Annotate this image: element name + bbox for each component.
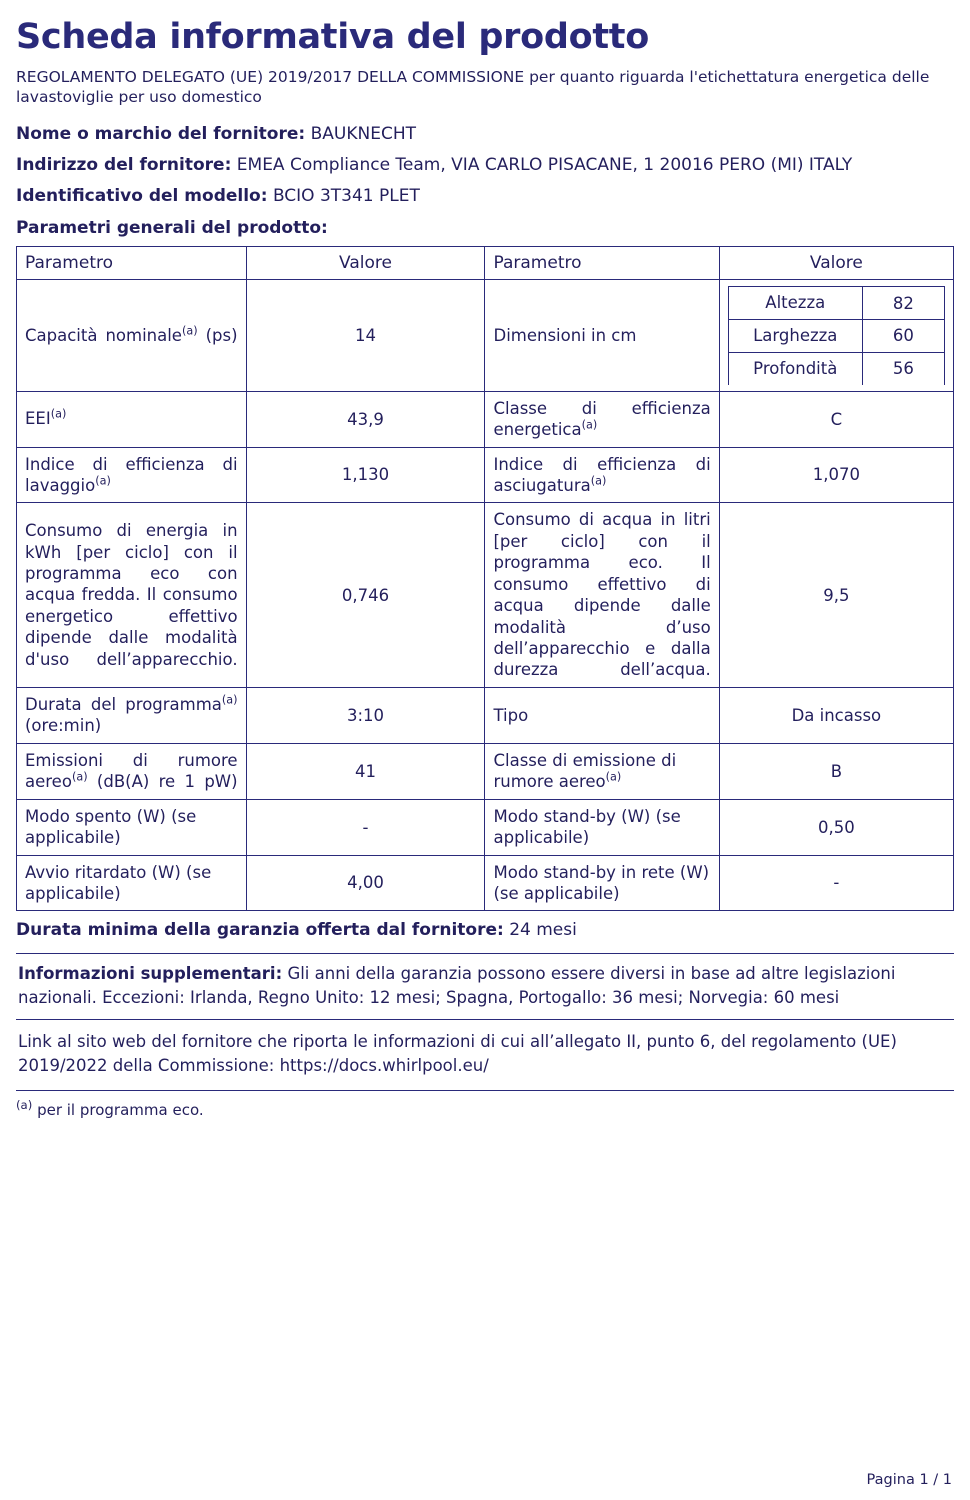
param-label-capacita-unit: (ps) bbox=[205, 325, 238, 345]
param-label-classe-rumore-text: Classe di emissione di rumore aereo bbox=[493, 750, 677, 792]
param-label-consumo-energia: Consumo di energia in kWh [per ciclo] con il programma eco con acqua fredda. Il consumo energetico effettivo dipende dalle modalità d'uso dell’apparecchio. bbox=[17, 503, 247, 688]
footnote-text: per il programma eco. bbox=[37, 1100, 204, 1119]
dimension-row-altezza bbox=[728, 287, 944, 320]
param-label-durata-programma bbox=[17, 687, 247, 743]
param-label-emissioni-rumore bbox=[17, 743, 247, 799]
footnote-marker: (a) bbox=[221, 693, 238, 707]
model-label: Identificativo del modello: bbox=[16, 185, 268, 206]
param-label-efficienza-asciugatura-text: Indice di efficienza di asciugatura bbox=[493, 454, 711, 495]
column-header-valore-2: Valore bbox=[719, 247, 953, 280]
supplier-address-row bbox=[16, 153, 954, 178]
param-value-classe-energetica: C bbox=[719, 391, 953, 447]
dimension-row-profondita bbox=[728, 352, 944, 384]
param-value-emissioni-rumore: 41 bbox=[246, 743, 485, 799]
column-header-parametro-2: Parametro bbox=[485, 247, 719, 280]
supplier-name-row bbox=[16, 122, 954, 147]
warranty-row bbox=[16, 919, 954, 943]
param-value-consumo-energia: 0,746 bbox=[246, 503, 485, 688]
param-value-avvio-ritardato: 4,00 bbox=[246, 855, 485, 911]
column-header-valore-1: Valore bbox=[246, 247, 485, 280]
product-parameters-table bbox=[16, 246, 954, 911]
param-label-dimensioni: Dimensioni in cm bbox=[485, 280, 719, 391]
dimensions-subtable bbox=[728, 286, 945, 384]
additional-information-text: Gli anni della garanzia possono essere diversi in base ad altre legislazioni nazionali. Eccezioni: Irlanda, Regno Unito: 12 mesi; Spagna, Portogallo: 36 mesi; Norvegia: 60 mesi bbox=[18, 964, 896, 1007]
supplier-website-url[interactable]: https://docs.whirlpool.eu/ bbox=[279, 1055, 489, 1075]
model-value: BCIO 3T341 PLET bbox=[272, 185, 420, 206]
footnote-marker: (a) bbox=[50, 407, 67, 421]
additional-information-label: Informazioni supplementari: bbox=[18, 964, 283, 984]
param-label-modo-standby: Modo stand-by (W) (se applicabile) bbox=[485, 799, 719, 855]
param-value-durata-programma: 3:10 bbox=[246, 687, 485, 743]
footnote-marker: (a) bbox=[95, 474, 111, 488]
dimension-label-profondita: Profondità bbox=[728, 352, 862, 384]
table-row bbox=[17, 447, 954, 503]
param-label-classe-energetica bbox=[485, 391, 719, 447]
dimension-value-profondita: 56 bbox=[862, 352, 944, 384]
param-label-classe-rumore bbox=[485, 743, 719, 799]
param-value-efficienza-lavaggio: 1,130 bbox=[246, 447, 485, 503]
footnote-line bbox=[16, 1097, 954, 1121]
supplier-website-box bbox=[16, 1020, 954, 1091]
table-header-row bbox=[17, 247, 954, 280]
param-value-modo-standby: 0,50 bbox=[719, 799, 953, 855]
param-value-standby-rete: - bbox=[719, 855, 953, 911]
footnote-marker: (a) bbox=[16, 1097, 33, 1112]
table-row bbox=[17, 799, 954, 855]
dimension-label-altezza: Altezza bbox=[728, 287, 862, 320]
param-value-dimensioni bbox=[719, 280, 953, 391]
supplier-address-label: Indirizzo del fornitore: bbox=[16, 154, 232, 175]
param-label-durata-programma-unit: (ore:min) bbox=[25, 716, 102, 736]
general-parameters-title: Parametri generali del prodotto: bbox=[16, 218, 328, 239]
table-row bbox=[17, 503, 954, 688]
footnote-marker: (a) bbox=[581, 418, 598, 432]
param-label-modo-spento: Modo spento (W) (se applicabile) bbox=[17, 799, 247, 855]
param-value-consumo-acqua: 9,5 bbox=[719, 503, 953, 688]
param-label-classe-energetica-text: Classe di efficienza energetica bbox=[493, 398, 711, 440]
param-label-efficienza-lavaggio-text: Indice di efficienza di lavaggio bbox=[25, 454, 238, 495]
param-label-capacita-text: Capacità nominale bbox=[25, 325, 182, 345]
table-row bbox=[17, 280, 954, 391]
column-header-parametro-1: Parametro bbox=[17, 247, 247, 280]
param-value-modo-spento: - bbox=[246, 799, 485, 855]
table-row bbox=[17, 391, 954, 447]
regulation-reference: REGOLAMENTO DELEGATO (UE) 2019/2017 DELLA COMMISSIONE per quanto riguarda l'etichettatura energetica delle lavastoviglie per uso domestico bbox=[16, 67, 930, 107]
param-label-efficienza-asciugatura bbox=[485, 447, 719, 503]
param-value-capacita: 14 bbox=[246, 280, 485, 391]
footnote-marker: (a) bbox=[181, 324, 198, 338]
table-row bbox=[17, 687, 954, 743]
dimension-value-larghezza: 60 bbox=[862, 320, 944, 353]
supplier-website-text: Link al sito web del fornitore che riporta le informazioni di cui all’allegato II, punto 6, del regolamento (UE) 2019/2022 della Commissione: bbox=[18, 1032, 897, 1075]
warranty-value: 24 mesi bbox=[509, 920, 577, 941]
param-label-eei bbox=[17, 391, 247, 447]
additional-information-box bbox=[16, 953, 954, 1020]
supplier-address-value: EMEA Compliance Team, VIA CARLO PISACANE, 1 20016 PERO (MI) ITALY bbox=[236, 154, 853, 175]
supplier-name-label: Nome o marchio del fornitore: bbox=[16, 124, 306, 145]
page-title: Scheda informativa del prodotto bbox=[16, 17, 649, 57]
footnote-marker: (a) bbox=[71, 770, 88, 784]
param-label-capacita bbox=[17, 280, 247, 391]
warranty-label: Durata minima della garanzia offerta dal fornitore: bbox=[16, 920, 504, 941]
param-label-durata-programma-text: Durata del programma bbox=[25, 694, 222, 714]
param-label-eei-text: EEI bbox=[25, 409, 51, 429]
param-value-tipo: Da incasso bbox=[719, 687, 953, 743]
page-number: Pagina 1 / 1 bbox=[866, 1472, 952, 1488]
param-value-efficienza-asciugatura: 1,070 bbox=[719, 447, 953, 503]
param-label-avvio-ritardato: Avvio ritardato (W) (se applicabile) bbox=[17, 855, 247, 911]
footnote-marker: (a) bbox=[605, 770, 622, 784]
supplier-name-value: BAUKNECHT bbox=[310, 124, 416, 145]
dimension-value-altezza: 82 bbox=[862, 287, 944, 320]
footnote-marker: (a) bbox=[590, 474, 607, 488]
param-label-tipo: Tipo bbox=[485, 687, 719, 743]
model-row bbox=[16, 184, 954, 209]
param-value-eei: 43,9 bbox=[246, 391, 485, 447]
param-label-standby-rete: Modo stand-by in rete (W) (se applicabile) bbox=[485, 855, 719, 911]
param-label-emissioni-rumore-unit: (dB(A) re 1 pW) bbox=[96, 772, 238, 792]
param-label-emissioni-rumore-text: Emissioni di rumore aereo bbox=[25, 750, 238, 792]
param-label-efficienza-lavaggio bbox=[17, 447, 247, 503]
param-label-consumo-acqua: Consumo di acqua in litri [per ciclo] con il programma eco. Il consumo effettivo di acqua dipende dalle modalità d’uso dell’apparecchio e dalla durezza dell’acqua. bbox=[485, 503, 719, 688]
table-row bbox=[17, 743, 954, 799]
dimension-label-larghezza: Larghezza bbox=[728, 320, 862, 353]
dimension-row-larghezza bbox=[728, 320, 944, 353]
param-value-classe-rumore: B bbox=[719, 743, 953, 799]
table-row bbox=[17, 855, 954, 911]
